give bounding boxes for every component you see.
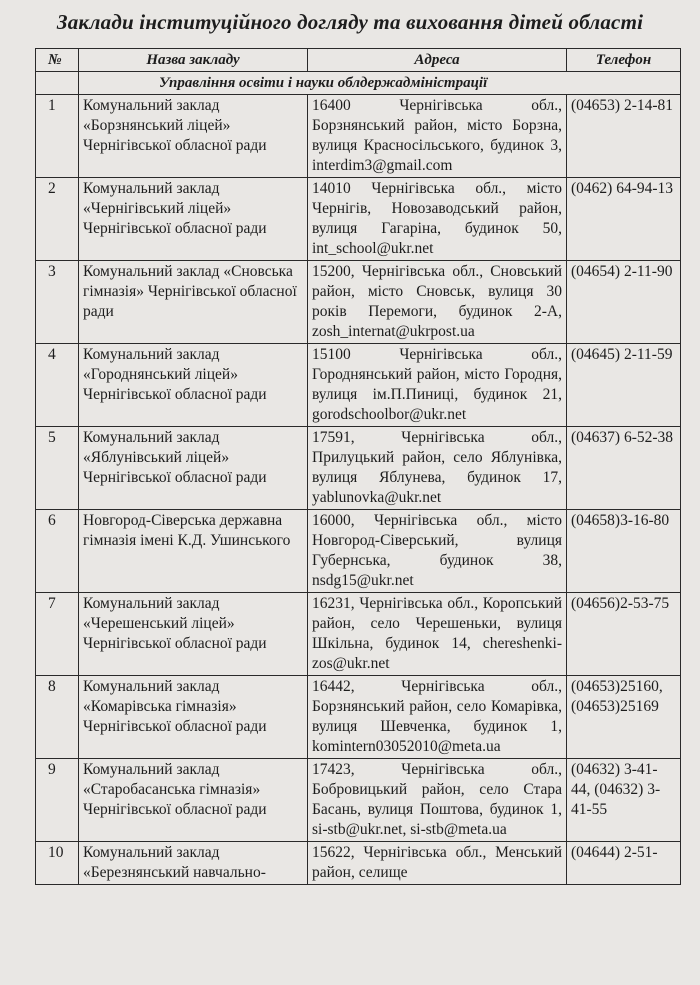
row-phone: (04653)25160, (04653)25169	[567, 676, 681, 759]
page-title: Заклади інституційного догляду та виховання дітей області	[56, 10, 644, 34]
row-num: 7	[36, 593, 79, 676]
row-name: Комунальний заклад «Черешенський ліцей» Чернігівської обласної ради	[79, 593, 308, 676]
row-address: 15200, Чернігівська обл., Сновський район, місто Сновськ, вулиця 30 років Перемоги, будинок 2-А, zosh_internat@ukrpost.ua	[308, 261, 567, 344]
section-title: Управління освіти і науки облдержадміністрації	[79, 72, 681, 95]
row-num: 2	[36, 178, 79, 261]
row-address: 17423, Чернігівська обл., Бобровицький район, село Стара Басань, вулиця Поштова, будинок 1, si-stb@ukr.net, si-stb@meta.ua	[308, 759, 567, 842]
row-address: 15100 Чернігівська обл., Городнянський район, місто Городня, вулиця ім.П.Пиниці, будинок 21, gorodschoolbor@ukr.net	[308, 344, 567, 427]
row-num: 10	[36, 842, 79, 885]
row-phone: (04637) 6-52-38	[567, 427, 681, 510]
row-phone: (04656)2-53-75	[567, 593, 681, 676]
row-name: Комунальний заклад «Березнянський навчально-	[79, 842, 308, 885]
header-phone: Телефон	[567, 49, 681, 72]
table-header-row	[36, 49, 681, 72]
header-num: №	[36, 49, 79, 72]
row-address: 14010 Чернігівська обл., місто Чернігів, Новозаводський район, вулиця Гагаріна, будинок 50, int_school@ukr.net	[308, 178, 567, 261]
table-body	[36, 72, 681, 885]
table-row	[36, 344, 681, 427]
row-phone: (04653) 2-14-81	[567, 95, 681, 178]
row-phone: (04632) 3-41-44, (04632) 3-41-55	[567, 759, 681, 842]
row-name: Новгород-Сіверська державна гімназія імені К.Д. Ушинського	[79, 510, 308, 593]
row-name: Комунальний заклад «Чернігівський ліцей» Чернігівської обласної ради	[79, 178, 308, 261]
table-row	[36, 842, 681, 885]
row-name: Комунальний заклад «Комарівська гімназія» Чернігівської обласної ради	[79, 676, 308, 759]
row-num: 1	[36, 95, 79, 178]
row-phone: (04658)3-16-80	[567, 510, 681, 593]
row-name: Комунальний заклад «Старобасанська гімназія» Чернігівської обласної ради	[79, 759, 308, 842]
row-name: Комунальний заклад «Сновська гімназія» Чернігівської обласної ради	[79, 261, 308, 344]
table-row	[36, 676, 681, 759]
row-num: 9	[36, 759, 79, 842]
row-phone: (04644) 2-51-	[567, 842, 681, 885]
row-name: Комунальний заклад «Яблунівський ліцей» Чернігівської обласної ради	[79, 427, 308, 510]
table-row	[36, 178, 681, 261]
table-row	[36, 427, 681, 510]
row-phone: (04654) 2-11-90	[567, 261, 681, 344]
row-num: 5	[36, 427, 79, 510]
table-row	[36, 593, 681, 676]
row-num: 6	[36, 510, 79, 593]
row-address: 16000, Чернігівська обл., місто Новгород-Сіверський, вулиця Губернська, будинок 38, nsdg15@ukr.net	[308, 510, 567, 593]
row-address: 16442, Чернігівська обл., Борзнянський район, село Комарівка, вулиця Шевченка, будинок 1, komintern03052010@meta.ua	[308, 676, 567, 759]
section-row	[36, 72, 681, 95]
table-row	[36, 759, 681, 842]
row-phone: (04645) 2-11-59	[567, 344, 681, 427]
header-name: Назва закладу	[79, 49, 308, 72]
row-phone: (0462) 64-94-13	[567, 178, 681, 261]
row-name: Комунальний заклад «Борзнянський ліцей» Чернігівської обласної ради	[79, 95, 308, 178]
table-row	[36, 261, 681, 344]
row-num: 3	[36, 261, 79, 344]
row-address: 16400 Чернігівська обл., Борзнянський район, місто Борзна, вулиця Красносільського, будинок 3, interdim3@gmail.com	[308, 95, 567, 178]
row-num: 8	[36, 676, 79, 759]
header-address: Адреса	[308, 49, 567, 72]
row-address: 15622, Чернігівська обл., Менський район, селище	[308, 842, 567, 885]
row-num: 4	[36, 344, 79, 427]
institutions-table	[35, 48, 681, 885]
row-address: 17591, Чернігівська обл., Прилуцький район, село Яблунівка, вулиця Яблунева, будинок 17, yablunovka@ukr.net	[308, 427, 567, 510]
table-row	[36, 510, 681, 593]
row-name: Комунальний заклад «Городнянський ліцей» Чернігівської обласної ради	[79, 344, 308, 427]
row-address: 16231, Чернігівська обл., Коропський район, село Черешеньки, вулиця Шкільна, будинок 14, chereshenki-zos@ukr.net	[308, 593, 567, 676]
table-row	[36, 95, 681, 178]
